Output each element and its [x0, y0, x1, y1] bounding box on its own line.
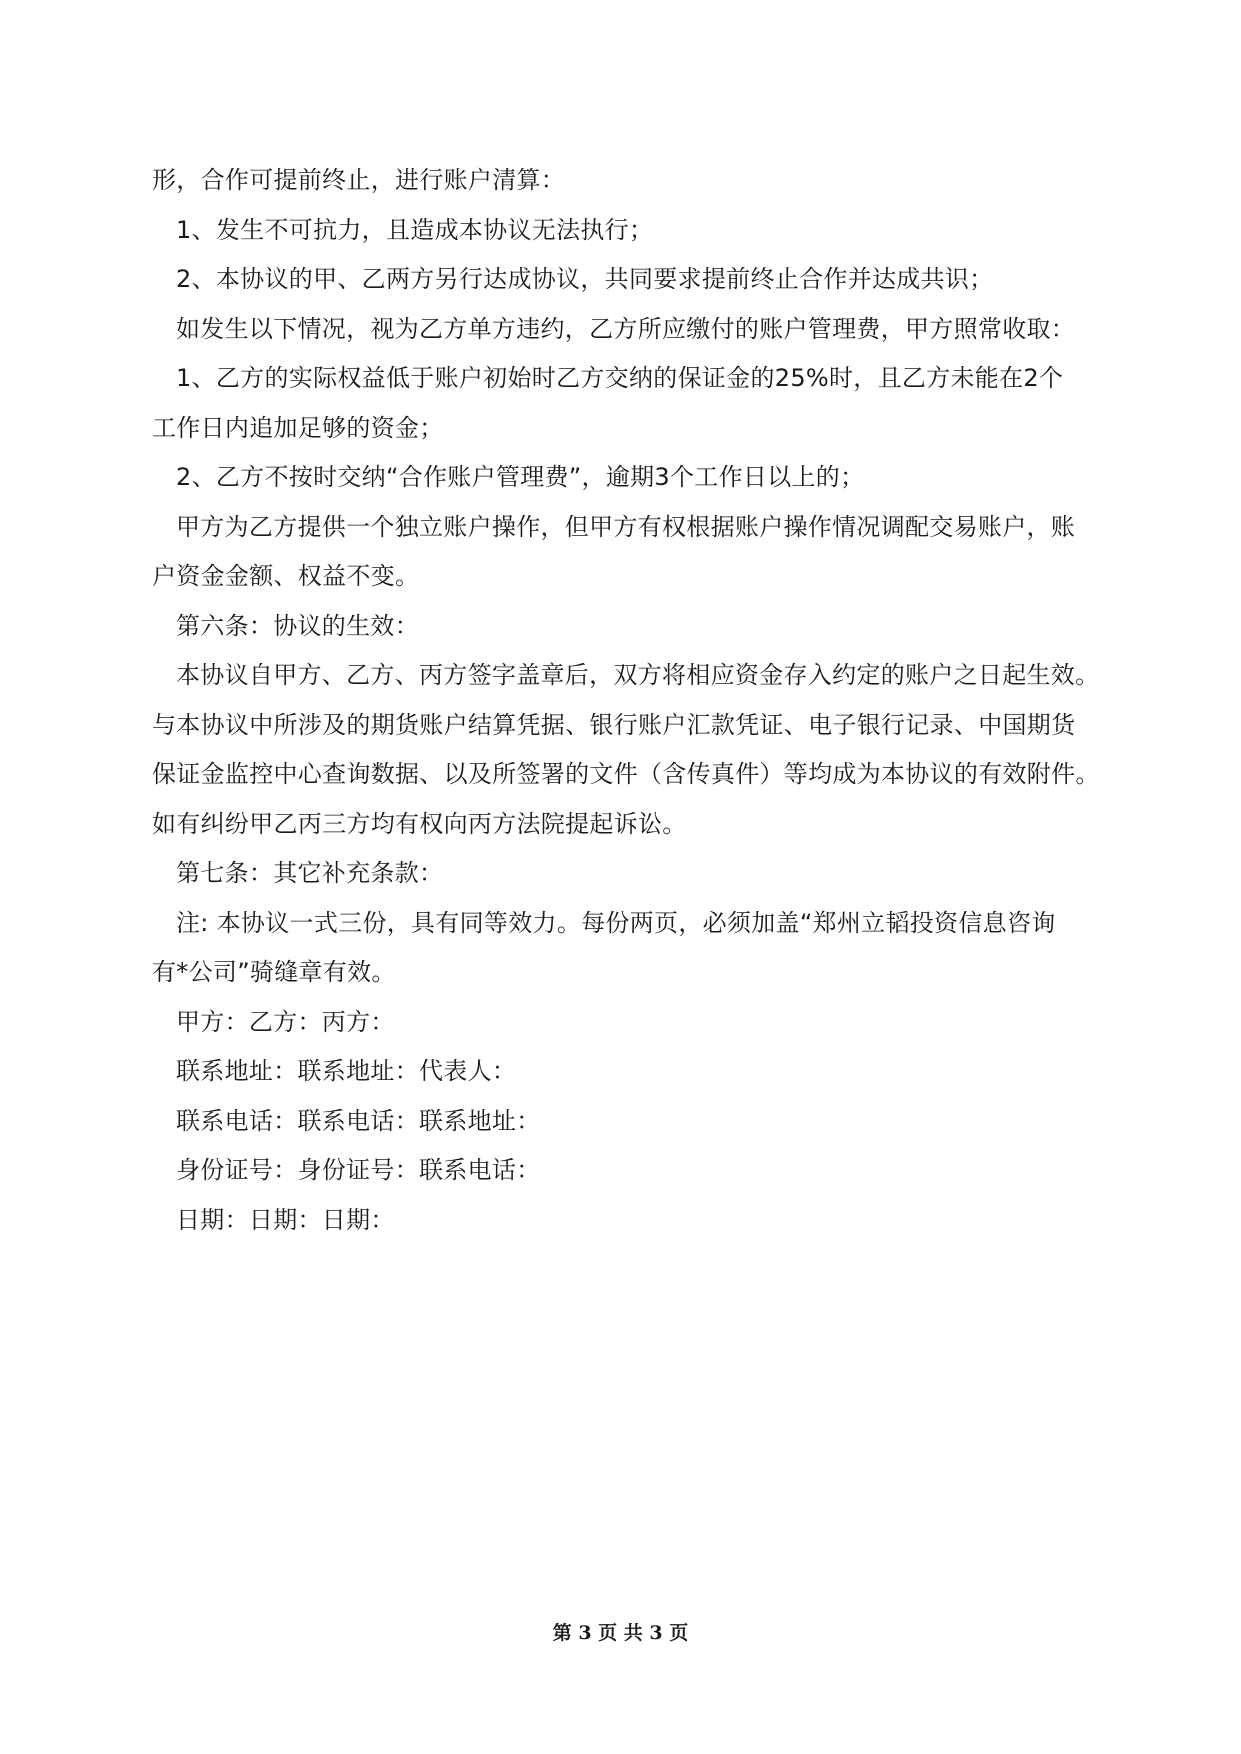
paragraph-line: 甲方为乙方提供一个独立账户操作，但甲方有权根据账户操作情况调配交易账户，账 [176, 512, 1076, 541]
paragraph-line: 如有纠纷甲乙丙三方均有权向丙方法院提起诉讼。 [152, 809, 687, 838]
paragraph-line: 2、乙方不按时交纳“合作账户管理费”，逾期3个工作日以上的； [176, 463, 865, 491]
paragraph-line: 2、本协议的甲、乙两方另行达成协议，共同要求提前终止合作并达成共识； [176, 265, 994, 293]
signature-line: 联系地址：联系地址：代表人： [176, 1057, 517, 1085]
paragraph-line: 有*公司”骑缝章有效。 [152, 958, 396, 986]
paragraph-line: 户资金金额、权益不变。 [152, 562, 420, 590]
paragraph-line: 本协议自甲方、乙方、丙方签字盖章后，双方将相应资金存入约定的账户之日起生效。 [176, 661, 1100, 689]
paragraph-line: 注: 本协议一式三份，具有同等效力。每份两页，必须加盖“郑州立韬投资信息咨询 [176, 908, 1056, 937]
paragraph-line: 保证金监控中心查询数据、以及所签署的文件（含传真件）等均成为本协议的有效附件。 [152, 760, 1100, 788]
signature-line: 联系电话：联系电话：联系地址： [176, 1106, 541, 1135]
paragraph-line: 与本协议中所涉及的期货账户结算凭据、银行账户汇款凭证、电子银行记录、中国期货 [152, 710, 1076, 739]
paragraph-line: 如发生以下情况，视为乙方单方违约，乙方所应缴付的账户管理费，甲方照常收取： [176, 314, 1076, 343]
paragraph-line: 工作日内追加足够的资金； [152, 413, 444, 442]
paragraph-line: 1、乙方的实际权益低于账户初始时乙方交纳的保证金的25%时，且乙方未能在2个 [176, 364, 1064, 392]
section-heading: 第七条：其它补充条款： [176, 859, 444, 887]
signature-line: 日期：日期：日期： [176, 1205, 395, 1234]
page-number-footer: 第 3 页 共 3 页 [552, 1622, 689, 1644]
signature-line: 身份证号：身份证号：联系电话： [176, 1156, 541, 1184]
signature-line: 甲方：乙方：丙方： [176, 1007, 395, 1036]
paragraph-line: 1、发生不可抗力，且造成本协议无法执行； [176, 215, 654, 244]
paragraph-line: 形，合作可提前终止，进行账户清算： [152, 166, 566, 194]
section-heading: 第六条：协议的生效： [176, 611, 419, 640]
document-body [152, 156, 1100, 1245]
